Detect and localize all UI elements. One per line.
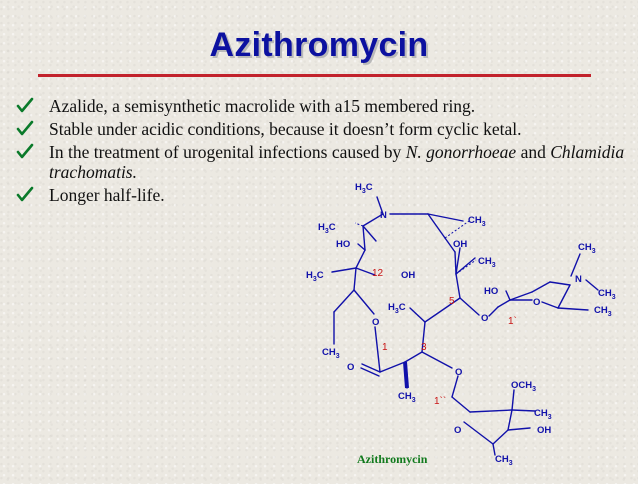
atom-label: $CH_3$	[594, 305, 612, 318]
atom-label: O	[347, 362, 355, 373]
atom-label: O	[481, 313, 489, 324]
atom-label: $CH_3$	[322, 347, 340, 360]
bullet-text	[49, 119, 522, 139]
bullet-text-segment: In the treatment of urogenital infections caused by	[49, 142, 406, 162]
checkmark-icon	[16, 185, 34, 203]
bullet-text	[49, 185, 165, 205]
atom-label: $H_3C$	[388, 302, 406, 315]
atom-label: $CH_3$	[398, 391, 416, 404]
bullet-text-segment: Stable under acidic conditions, because it doesn’t form cyclic ketal.	[49, 119, 522, 139]
slide-title: Azithromycin	[209, 26, 429, 64]
atom-label: $CH_3$	[598, 288, 616, 301]
position-number: 1``	[434, 396, 447, 407]
atom-label: $CH_3$	[578, 242, 596, 255]
checkmark-icon	[16, 96, 34, 114]
atom-label: $CH_3$	[534, 408, 552, 421]
atom-label: $OCH_3$	[511, 380, 537, 393]
atom-label: HO	[336, 239, 351, 250]
atom-label: O	[372, 317, 380, 328]
atom-label: O	[454, 425, 462, 436]
checkmark-icon	[16, 142, 34, 160]
atom-label: OH	[453, 239, 468, 250]
atom-label: HO	[484, 286, 499, 297]
atom-label: O	[533, 297, 541, 308]
bullet-text	[49, 96, 475, 116]
atom-label: O	[455, 367, 463, 378]
structure-caption: Azithromycin	[357, 452, 428, 466]
atom-label: N	[380, 210, 387, 221]
atom-label: N	[575, 274, 582, 285]
position-number: 12	[372, 268, 384, 279]
bullet-text-italic: Chlamidia trachomatis.	[49, 142, 625, 182]
bullet-text-italic: N. gonorrhoeae	[405, 142, 517, 162]
bullet-text-segment: and	[516, 142, 551, 162]
title-divider	[38, 74, 591, 77]
atom-label: $CH_3$	[468, 215, 486, 228]
bullet-item	[12, 119, 634, 139]
atom-label: OH	[537, 425, 552, 436]
bullet-text-segment: Azalide, a semisynthetic macrolide with a15 membered ring.	[49, 96, 476, 116]
position-number: 5	[449, 296, 455, 307]
structure-svg	[290, 168, 638, 479]
bullet-item	[12, 96, 634, 116]
atom-label: OH	[401, 270, 416, 281]
position-number: 1	[382, 342, 388, 353]
position-number: 3	[421, 342, 427, 353]
atom-label: $H_3C$	[318, 222, 336, 235]
atom-label: $H_3C$	[355, 182, 373, 195]
atom-label: $CH_3$	[478, 256, 496, 269]
checkmark-icon	[16, 119, 34, 137]
azithromycin-structure-diagram	[290, 168, 638, 479]
bullet-text-segment: Longer half-life.	[49, 185, 165, 205]
atom-label: $CH_3$	[495, 454, 513, 467]
atom-label: $H_3C$	[306, 270, 324, 283]
position-number: 1`	[508, 316, 517, 327]
